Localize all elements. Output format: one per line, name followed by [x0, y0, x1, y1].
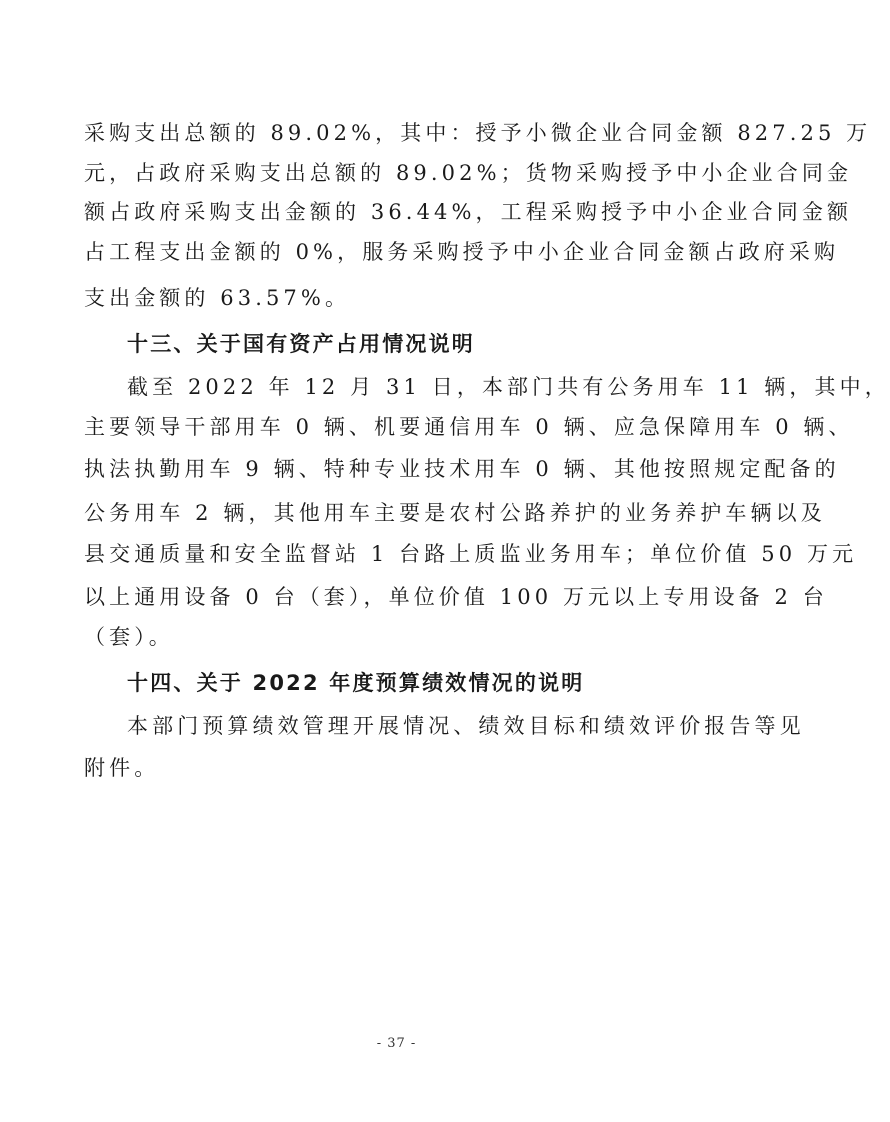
paragraph-line: 县交通质量和安全监督站 1 台路上质监业务用车；单位价值 50 万元 [84, 542, 858, 566]
paragraph-line: 额占政府采购支出金额的 36.44%，工程采购授予中小企业合同金额 [84, 200, 853, 224]
paragraph-line: 采购支出总额的 89.02%，其中：授予小微企业合同金额 827.25 万 [84, 121, 872, 145]
paragraph-line: 主要领导干部用车 0 辆、机要通信用车 0 辆、应急保障用车 0 辆、 [84, 415, 854, 439]
section-heading-13: 十三、关于国有资产占用情况说明 [127, 332, 475, 356]
paragraph-line: （套）。 [84, 625, 174, 649]
paragraph-line: 元，占政府采购支出总额的 89.02%；货物采购授予中小企业合同金 [84, 161, 853, 185]
paragraph-line: 截至 2022 年 12 月 31 日，本部门共有公务用车 11 辆，其中， [127, 375, 890, 399]
paragraph-line: 附件。 [84, 756, 160, 780]
paragraph-line: 公务用车 2 辆，其他用车主要是农村公路养护的业务养护车辆以及 [84, 501, 826, 525]
page-number: - 37 - [376, 1036, 417, 1051]
section-heading-14: 十四、关于 2022 年度预算绩效情况的说明 [127, 671, 585, 695]
paragraph-line: 以上通用设备 0 台（套），单位价值 100 万元以上专用设备 2 台 [84, 585, 828, 609]
paragraph-line: 执法执勤用车 9 辆、特种专业技术用车 0 辆、其他按照规定配备的 [84, 457, 840, 481]
paragraph-line: 支出金额的 63.57%。 [84, 286, 351, 310]
paragraph-line: 本部门预算绩效管理开展情况、绩效目标和绩效评价报告等见 [127, 714, 805, 738]
paragraph-line: 占工程支出金额的 0%，服务采购授予中小企业合同金额占政府采购 [84, 240, 840, 264]
